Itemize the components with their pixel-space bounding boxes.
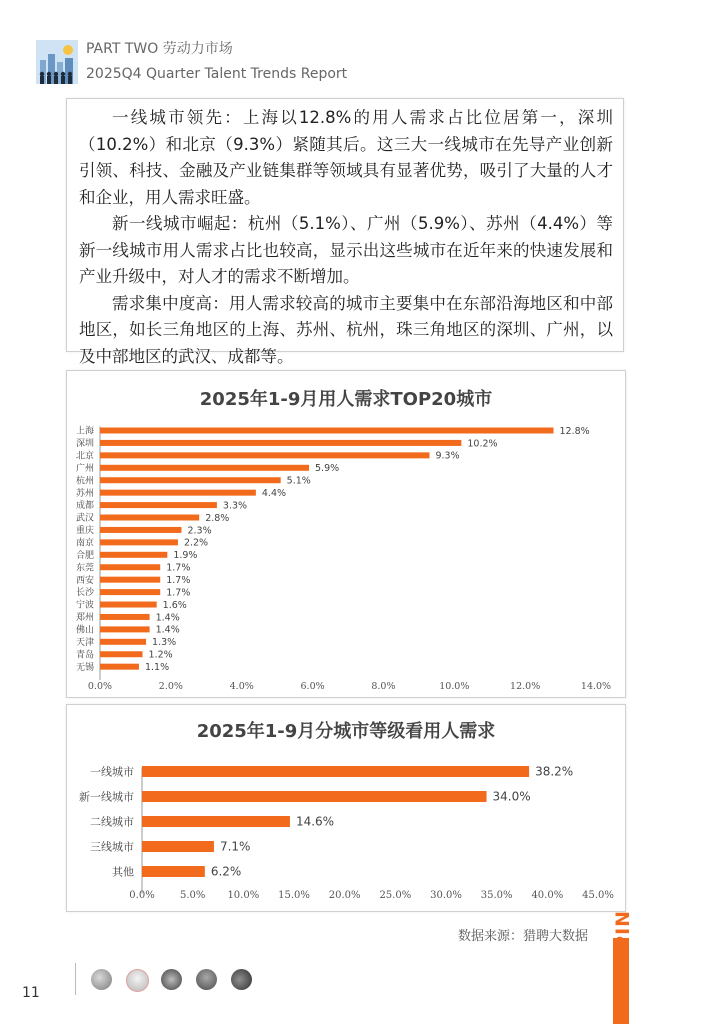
category-label: 杭州 [75, 476, 94, 487]
bar [100, 626, 150, 632]
category-label: 佛山 [75, 625, 94, 636]
bar [100, 515, 199, 521]
x-tick-label: 45.0% [582, 890, 614, 901]
category-label: 北京 [75, 451, 94, 462]
x-tick-label: 35.0% [480, 890, 513, 901]
category-label: 青岛 [75, 650, 94, 661]
category-label: 一线城市 [90, 765, 134, 779]
x-tick-label: 30.0% [430, 890, 462, 901]
x-tick-label: 5.0% [179, 890, 206, 901]
x-tick-label: 12.0% [510, 681, 541, 692]
data-label: 1.7% [166, 562, 191, 574]
category-label: 三线城市 [90, 840, 134, 854]
x-tick-label: 20.0% [328, 890, 361, 901]
category-label: 新一线城市 [79, 790, 134, 804]
bar [100, 465, 309, 471]
data-label: 1.1% [144, 661, 170, 673]
category-label: 西安 [75, 575, 94, 586]
x-tick-label: 10.0% [439, 681, 470, 692]
category-label: 合肥 [75, 550, 94, 561]
summary-text-box [66, 98, 624, 366]
footer-photo-3 [161, 969, 182, 990]
header-report-title: 2025Q4 Quarter Talent Trends Report [86, 66, 348, 82]
bar [100, 602, 157, 608]
category-label: 深圳 [75, 439, 94, 450]
data-label: 4.4% [261, 487, 287, 499]
paragraph-new-first-tier: 新一线城市崛起：杭州（5.1%）、广州（5.9%）、苏州（4.4%）等新一线城市用人需求占比也较高，显示出这些城市在近年来的快速发展和产业升级中，对人才的需求不断增加。 [79, 214, 613, 286]
x-tick-label: 25.0% [379, 890, 412, 901]
bar [100, 614, 150, 620]
data-label: 12.8% [559, 425, 590, 437]
x-tick-label: 6.0% [300, 681, 325, 692]
paragraph-concentration: 需求集中度高：用人需求较高的城市主要集中在东部沿海地区和中部地区，如长三角地区的上海、苏州、杭州，珠三角地区的深圳、广州，以及中部地区的武汉、成都等。 [79, 293, 613, 366]
category-label: 广州 [75, 463, 94, 474]
bar [100, 589, 160, 595]
bar [100, 664, 139, 670]
chart-title: 2025年1-9月用人需求TOP20城市 [199, 389, 493, 410]
bar [100, 564, 160, 570]
data-label: 5.9% [315, 463, 340, 475]
category-label: 郑州 [75, 613, 94, 624]
data-label: 1.2% [148, 649, 173, 661]
category-label: 南京 [75, 538, 94, 549]
report-logo [36, 40, 78, 84]
x-tick-label: 40.0% [531, 890, 564, 901]
footer-photo-4 [196, 969, 217, 990]
data-label: 9.3% [435, 450, 460, 462]
category-label: 二线城市 [90, 815, 134, 829]
data-label: 1.3% [152, 637, 177, 649]
bar [100, 428, 553, 434]
category-label: 无锡 [75, 662, 94, 673]
chart-title: 2025年1-9月分城市等级看用人需求 [196, 721, 496, 742]
bar [100, 552, 167, 558]
x-tick-label: 10.0% [227, 890, 260, 901]
footer-photo-5 [231, 969, 252, 990]
data-label: 10.2% [467, 438, 498, 450]
top20-cities-bar-chart [67, 371, 623, 695]
bar [100, 539, 178, 545]
bar [100, 440, 461, 446]
data-label: 2.3% [187, 525, 212, 537]
category-label: 长沙 [75, 588, 94, 599]
category-label: 上海 [75, 426, 94, 437]
bar [100, 527, 181, 533]
category-label: 成都 [75, 501, 94, 512]
bar [100, 577, 160, 583]
data-label: 2.2% [183, 537, 209, 549]
x-tick-label: 2.0% [158, 681, 183, 692]
footer-photo-1 [91, 969, 112, 990]
liepin-brand-logo [606, 905, 636, 989]
bar [142, 816, 290, 827]
bar [100, 502, 217, 508]
x-tick-label: 14.0% [580, 681, 612, 692]
x-tick-label: 15.0% [278, 890, 310, 901]
data-label: 1.4% [155, 624, 180, 636]
city-tier-chart-panel [66, 704, 626, 912]
category-label: 重庆 [75, 526, 94, 537]
data-label: 1.6% [162, 599, 187, 611]
bar [142, 766, 529, 777]
bar [100, 452, 429, 458]
header-section-title: PART TWO 劳动力市场 [86, 41, 233, 57]
data-label: 6.2% [210, 864, 242, 879]
data-label: 5.1% [286, 475, 311, 487]
data-label: 2.8% [205, 512, 230, 524]
data-label: 1.9% [173, 550, 198, 562]
bar [142, 841, 214, 852]
x-tick-label: 4.0% [229, 681, 254, 692]
bar [100, 490, 256, 496]
data-label: 38.2% [535, 764, 574, 779]
data-label: 1.7% [166, 587, 191, 599]
x-tick-label: 8.0% [371, 681, 396, 692]
category-label: 宁波 [75, 600, 94, 611]
x-tick-label: 0.0% [129, 890, 155, 901]
bar [100, 639, 146, 645]
data-label: 34.0% [492, 789, 531, 804]
city-tier-bar-chart [67, 705, 623, 909]
category-label: 天津 [75, 637, 94, 648]
category-label: 苏州 [75, 488, 94, 499]
top20-cities-chart-panel [66, 370, 626, 698]
data-label: 7.1% [219, 839, 251, 854]
data-label: 1.4% [155, 612, 180, 624]
data-label: 14.6% [295, 814, 335, 829]
bar [100, 651, 143, 657]
bar [100, 477, 281, 483]
data-source: 数据来源：猎聘大数据 [458, 929, 589, 944]
bar [142, 791, 487, 802]
bar [142, 866, 205, 877]
page-number: 11 [22, 985, 40, 1001]
category-label: 武汉 [75, 513, 94, 524]
footer-divider [75, 963, 76, 995]
brand-text: LIEPIN [612, 909, 634, 985]
data-label: 3.3% [222, 500, 248, 512]
data-label: 1.7% [166, 574, 191, 586]
category-label: 东莞 [75, 563, 94, 574]
footer-photo-2 [126, 969, 149, 992]
x-tick-label: 0.0% [87, 681, 113, 692]
paragraph-first-tier: 一线城市领先：上海以12.8%的用人需求占比位居第一，深圳（10.2%）和北京（9.3%）紧随其后。这三大一线城市在先导产业创新引领、科技、金融及产业链集群等领域具有显著优势，吸引了大量的人才和企业，用人需求旺盛。 [79, 108, 613, 207]
category-label: 其他 [112, 865, 134, 879]
